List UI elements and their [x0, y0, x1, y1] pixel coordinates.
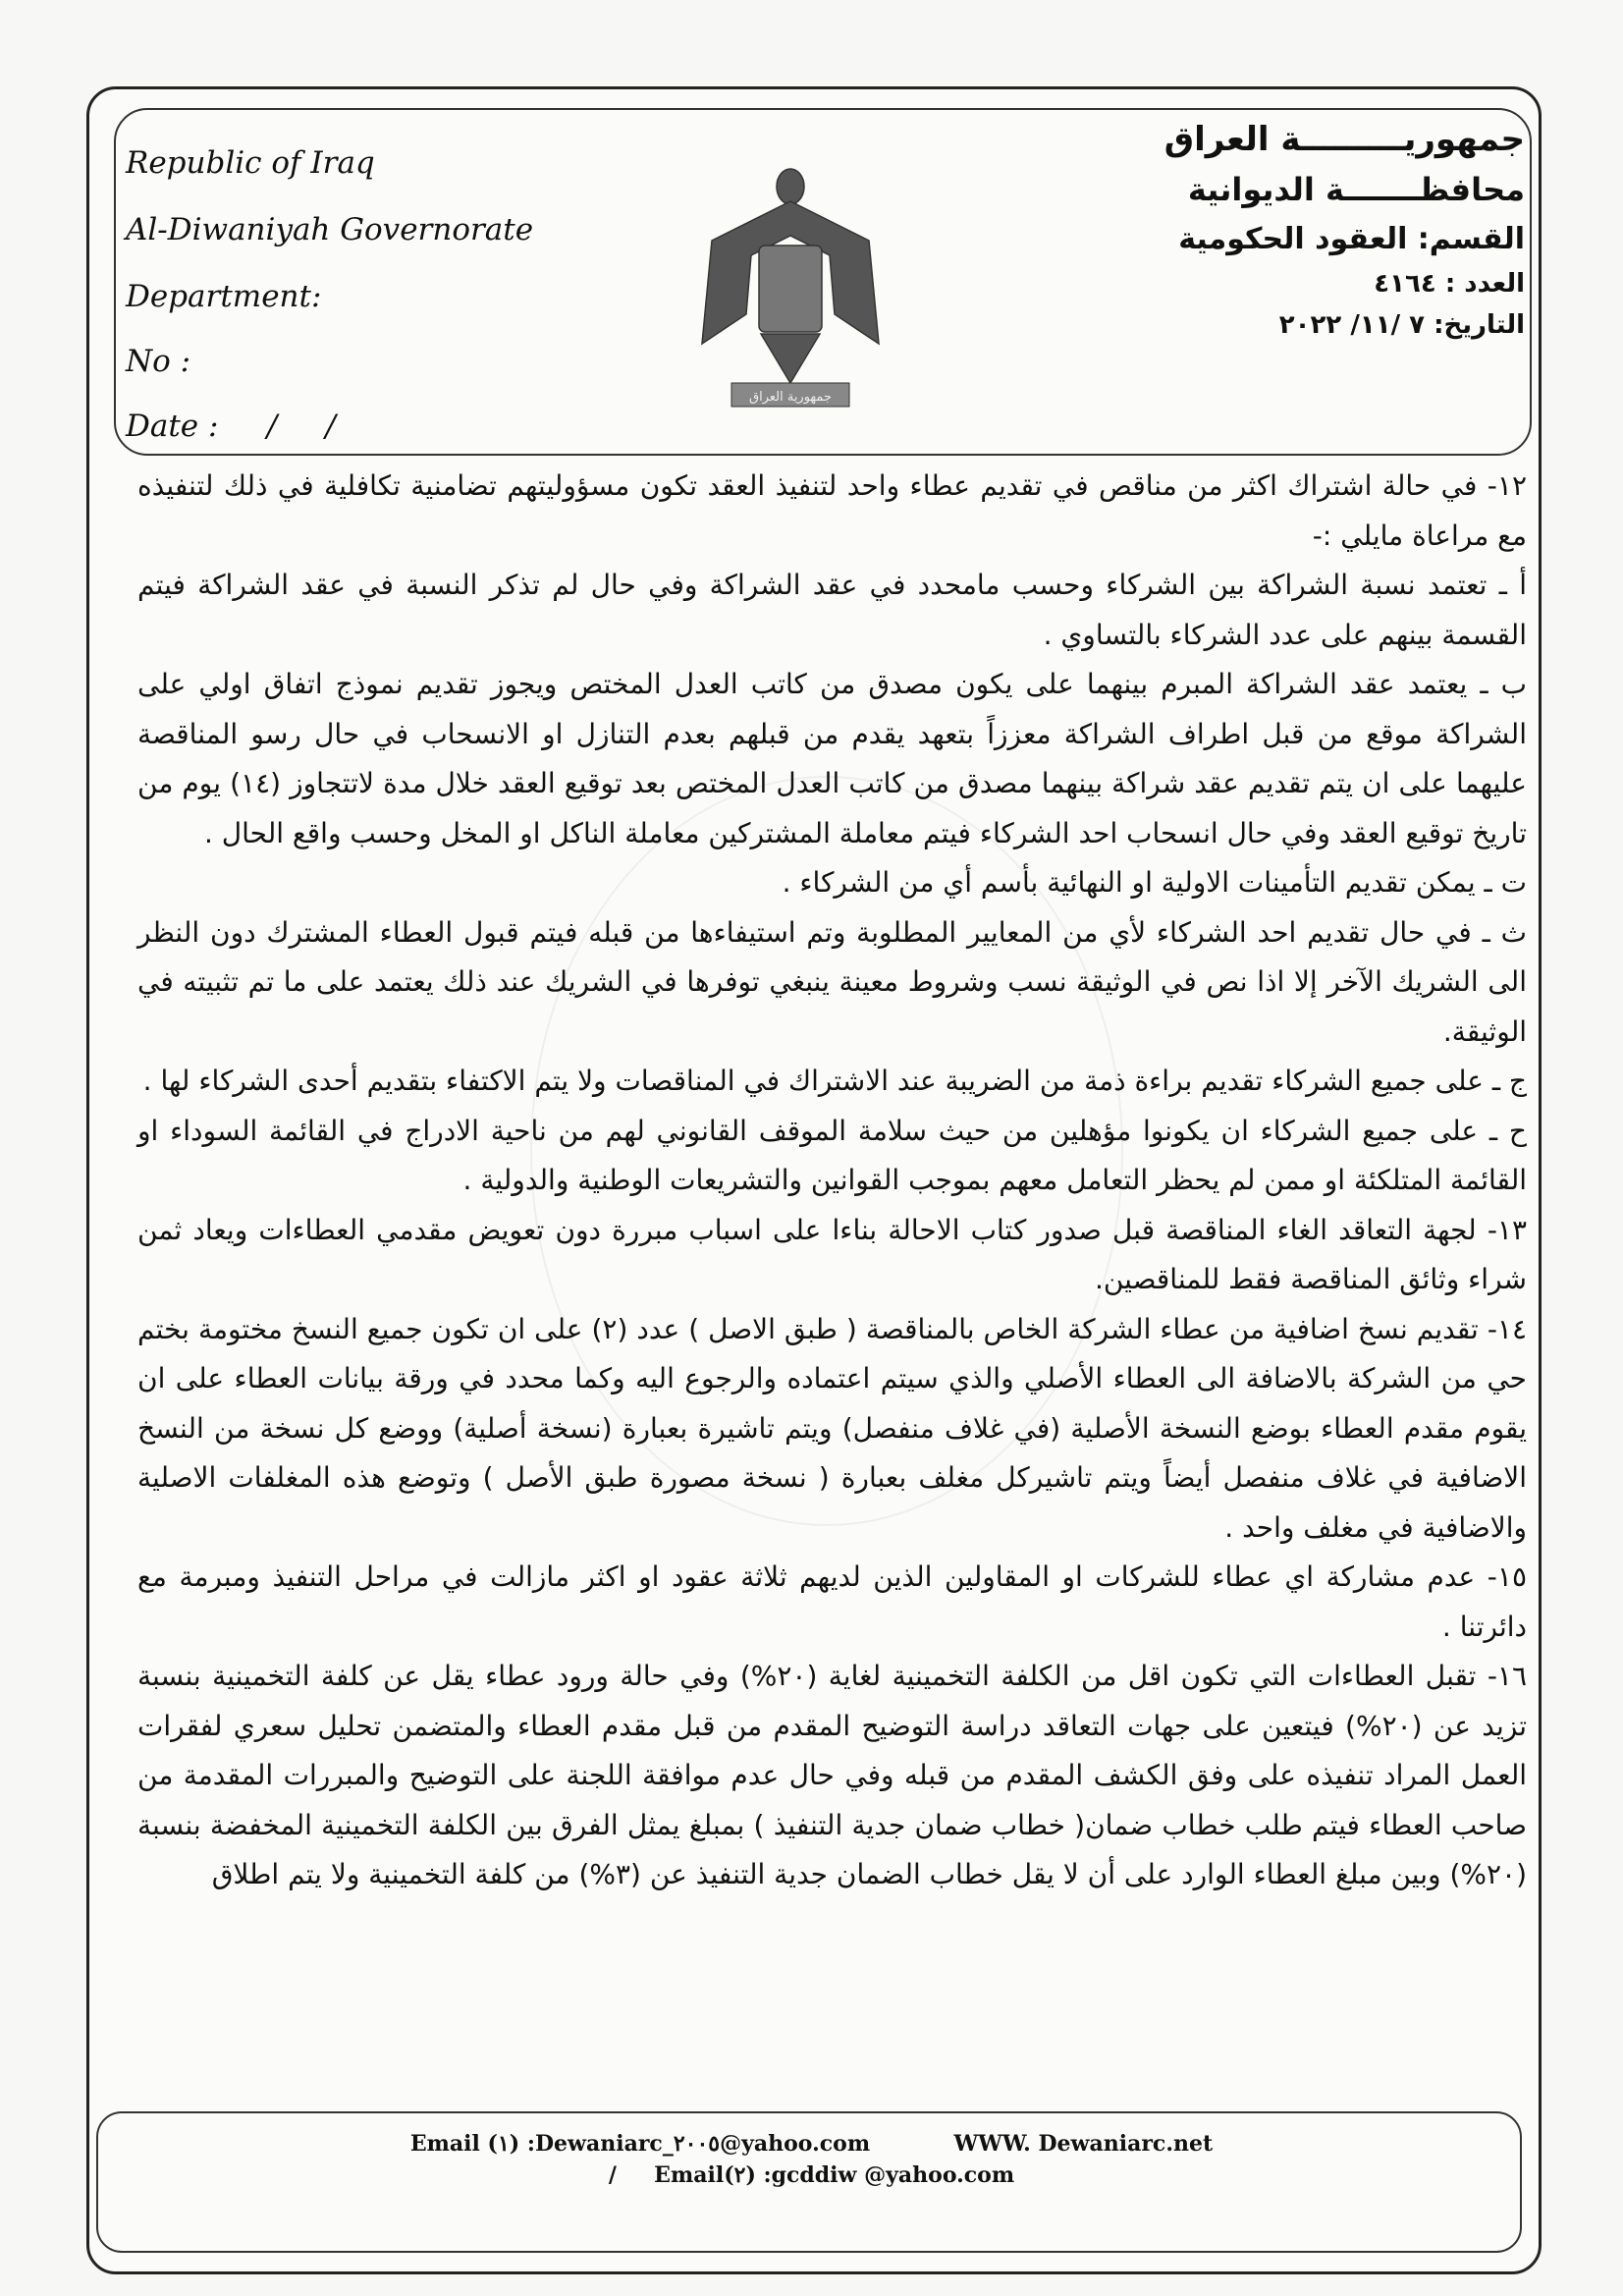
- letterhead-en-governorate: Al-Diwaniyah Governorate: [126, 212, 534, 247]
- letterhead-en-department: Department:: [126, 279, 322, 314]
- footer-email-1: Email (١) :Dewaniarc_٢٠٠٥@yahoo.com: [409, 2131, 871, 2157]
- footer-website: WWW. Dewaniarc.net: [953, 2131, 1214, 2157]
- clause-12-a: أ ـ تعتمد نسبة الشراكة بين الشركاء وحسب مامحدد في عقد الشراكة وفي حال لم تذكر النسبة في عقد الشراكة فيتم القسمة بينهم على عدد الشركاء بالتساوي .: [137, 569, 1527, 651]
- letterhead-ar-number: العدد : ٤١٦٤: [1374, 269, 1525, 299]
- clause-16: ١٦- تقبل العطاءات التي تكون اقل من الكلفة التخمينية لغاية (٢٠%) وفي حالة ورود عطاء يقل عن كلفة التخمينية بنسبة تزيد عن (٢٠%) فيتعين على جهات التعاقد دراسة التوضيح المقدم من قبل مقدم العطاء والمتضمن تحليل سعري لفقرات العمل المراد تنفيذه على وفق الكشف المقدم من قبله وفي حال عدم موافقة اللجنة على التوضيح والمبررات المقدمة من صاحب العطاء فيتم طلب خطاب ضمان( خطاب ضمان جدية التنفيذ ) بمبلغ يمثل الفرق بين الكلفة التخمينية المخفضة بنسبة (٢٠%) وبين مبلغ العطاء الوارد على أن لا يقل خطاب الضمان جدية التنفيذ عن (٣%) من كلفة التخمينية ولا يتم اطلاق: [137, 1660, 1527, 1890]
- clause-14: ١٤- تقديم نسخ اضافية من عطاء الشركة الخاص بالمناقصة ( طبق الاصل ) عدد (٢) على ان تكون جميع النسخ مختومة بختم حي من الشركة بالاضافة الى العطاء الأصلي والذي سيتم اعتماده والرجوع اليه وكما محدد في ورقة بيانات العطاء على ان يقوم مقدم العطاء بوضع النسخة الأصلية (في غلاف منفصل) ويتم تاشيرة بعبارة (نسخة أصلية) ووضع كل نسخة من النسخ الاضافية في غلاف منفصل أيضاً ويتم تاشيركل مغلف بعبارة ( نسخة مصورة طبق الأصل ) وتوضع هذه المغلفات الاصلية والاضافية في مغلف واحد .: [137, 1312, 1527, 1544]
- iraq-emblem-icon: [692, 147, 889, 422]
- letterhead-ar-date: التاريخ: ٧ /١١/ ٢٠٢٢: [1278, 310, 1525, 340]
- clause-15: ١٥- عدم مشاركة اي عطاء للشركات او المقاولين الذين لديهم ثلاثة عقود او اكثر مازالت في مراحل التنفيذ ومبرمة مع دائرتنا .: [137, 1560, 1527, 1643]
- emblem-caption: جمهورية العراق: [749, 390, 832, 405]
- document-body: [137, 462, 1527, 1900]
- clause-12-t: ت ـ يمكن تقديم التأمينات الاولية او النهائية بأسم أي من الشركاء .: [782, 866, 1527, 899]
- clause-12-j: ج ـ على جميع الشركاء تقديم براءة ذمة من الضريبة عند الاشتراك في المناقصات ولا يتم الاكتفاء بتقديم أحدى الشركاء لها .: [142, 1065, 1527, 1097]
- letterhead-en-country: Republic of Iraq: [126, 145, 375, 181]
- footer-contact: [0, 2131, 1623, 2188]
- letterhead-en-number: No :: [126, 344, 191, 379]
- letterhead-en-date: Date : / /: [126, 409, 336, 444]
- clause-12-h: ح ـ على جميع الشركاء ان يكونوا مؤهلين من حيث سلامة الموقف القانوني لهم من ناحية الادراج في القائمة السوداء او القائمة المتلكئة او ممن لم يحظر التعامل معهم بموجب القوانين والتشريعات الوطنية والدولية .: [137, 1114, 1527, 1196]
- footer-email-2: / Email(٢) :gcddiw @yahoo.com: [608, 2162, 1015, 2188]
- letterhead-ar-governorate: محافظـــــــة الديوانية: [1187, 171, 1525, 208]
- clause-12-th: ث ـ في حال تقديم احد الشركاء لأي من المعايير المطلوبة وتم استيفاءها من قبله فيتم قبول العطاء المشترك دون النظر الى الشريك الآخر إلا اذا نص في الوثيقة نسب وشروط معينة ينبغي توفرها في الشريك عند ذلك يعتمد على ما تم تثبيته في الوثيقة.: [137, 915, 1527, 1048]
- letterhead-ar-country: جمهوريـــــــــة العراق: [1163, 120, 1525, 159]
- clause-12-b: ب ـ يعتمد عقد الشراكة المبرم بينهما على يكون مصدق من كاتب العدل المختص ويجوز تقديم نموذج اتفاق اولي على الشراكة موقع من قبل اطراف الشراكة معززاً بتعهد يقدم من قبلهم بعدم التنازل او الانسحاب في حال رسو المناقصة عليهما على ان يتم تقديم عقد شراكة بينهما مصدق من كاتب العدل المختص بعد توقيع العقد خلال مدة لاتتجاوز (١٤) يوم من تاريخ توقيع العقد وفي حال انسحاب احد الشركاء فيتم معاملة المشتركين معاملة الناكل او المخل وحسب واقع الحال .: [137, 668, 1527, 849]
- clause-12: ١٢- في حالة اشتراك اكثر من مناقص في تقديم عطاء واحد لتنفيذ العقد تكون مسؤوليتهم تضامنية تكافلية في ذلك لتنفيذه مع مراعاة مايلي :-: [137, 469, 1527, 552]
- letterhead-ar-department: القسم: العقود الحكومية: [1178, 222, 1525, 256]
- clause-13: ١٣- لجهة التعاقد الغاء المناقصة قبل صدور كتاب الاحالة بناءا على اسباب مبررة دون تعويض مقدمي العطاءات ويعاد ثمن شراء وثائق المناقصة فقط للمناقصين.: [137, 1213, 1527, 1295]
